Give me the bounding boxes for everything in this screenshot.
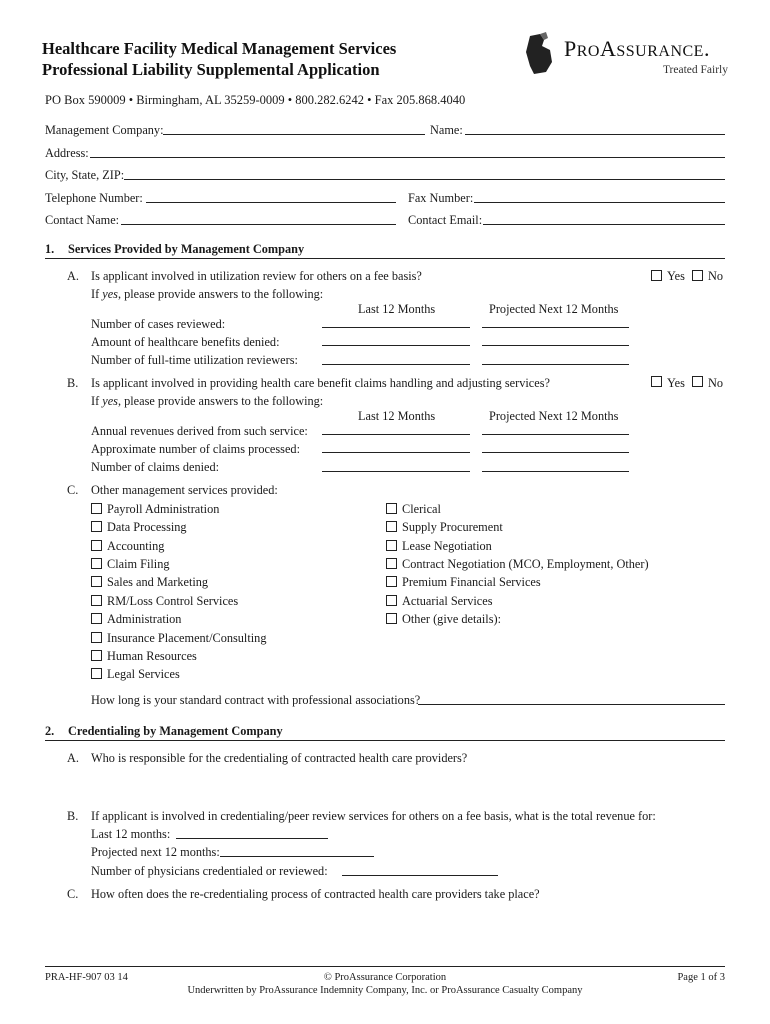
q1a-no-label: No	[708, 269, 724, 283]
option-sales-marketing-label: Sales and Marketing	[107, 575, 209, 589]
q1a-col-next12: Projected Next 12 Months	[489, 302, 619, 316]
q1b-no-checkbox[interactable]	[692, 376, 703, 387]
option-insurance-placement-label: Insurance Placement/Consulting	[107, 631, 267, 645]
q1b-row2-last12-field[interactable]	[322, 452, 470, 453]
logo-mark-icon	[522, 32, 558, 76]
option-other-checkbox[interactable]	[386, 613, 397, 624]
q1a-row3-next12-field[interactable]	[482, 364, 629, 365]
city-state-zip-field[interactable]	[124, 179, 725, 180]
q2a-question: Who is responsible for the credentialing of contracted health care providers?	[91, 751, 468, 765]
copyright: © ProAssurance Corporation	[323, 972, 447, 983]
contract-length-question: How long is your standard contract with professional associations?	[91, 693, 421, 707]
section2-number: 2.	[45, 724, 55, 738]
option-actuarial-label: Actuarial Services	[402, 594, 493, 608]
q1b-row3-next12-field[interactable]	[482, 471, 629, 472]
q1b-if-yes-post: , please provide answers to the following:	[117, 394, 324, 408]
q2a-letter: A.	[67, 751, 79, 765]
telephone-field[interactable]	[146, 202, 396, 203]
q2b-next12-field[interactable]	[220, 856, 374, 857]
option-data-processing-label: Data Processing	[107, 520, 187, 534]
contact-email-field[interactable]	[483, 224, 725, 225]
q1a-row1-label: Number of cases reviewed:	[91, 317, 226, 331]
address-label: Address:	[45, 146, 89, 160]
q1b-yes-label: Yes	[667, 376, 685, 390]
option-rm-loss-label: RM/Loss Control Services	[107, 594, 239, 608]
option-premium-financial-label: Premium Financial Services	[402, 575, 541, 589]
q1a-letter: A.	[67, 269, 79, 283]
option-clerical-checkbox[interactable]	[386, 503, 397, 514]
option-sales-marketing-checkbox[interactable]	[91, 576, 102, 587]
q2b-last12-label: Last 12 months:	[91, 827, 171, 841]
q1a-row2-last12-field[interactable]	[322, 345, 470, 346]
city-state-zip-label: City, State, ZIP:	[45, 168, 125, 182]
logo-letter-a: A	[599, 36, 617, 61]
q1b-no-label: No	[708, 376, 724, 390]
logo-letters-ssurance: SSURANCE	[616, 43, 704, 60]
q1b-yes-checkbox[interactable]	[651, 376, 662, 387]
q2b-physicians-label: Number of physicians credentialed or reviewed:	[91, 864, 328, 878]
q1b-col-last12: Last 12 Months	[358, 409, 436, 423]
option-supply-procurement-label: Supply Procurement	[402, 520, 503, 534]
section2-title: Credentialing by Management Company	[68, 724, 283, 738]
q1b-col-next12: Projected Next 12 Months	[489, 409, 619, 423]
q1b-if-yes	[91, 394, 323, 409]
q1b-row3-label: Number of claims denied:	[91, 460, 220, 474]
logo-letter-p: P	[564, 36, 577, 61]
option-claim-filing-label: Claim Filing	[107, 557, 170, 571]
q2c-question: How often does the re-credentialing process of contracted health care providers take place?	[91, 887, 540, 901]
option-supply-procurement-checkbox[interactable]	[386, 521, 397, 532]
q2b-physicians-field[interactable]	[342, 875, 498, 876]
option-legal-services-checkbox[interactable]	[91, 668, 102, 679]
q1b-if-yes-pre: If	[91, 394, 103, 408]
q1a-row3-last12-field[interactable]	[322, 364, 470, 365]
option-accounting-label: Accounting	[107, 539, 165, 553]
option-clerical-label: Clerical	[402, 502, 441, 516]
option-claim-filing-checkbox[interactable]	[91, 558, 102, 569]
q1b-row1-last12-field[interactable]	[322, 434, 470, 435]
q1b-question: Is applicant involved in providing health care benefit claims handling and adjusting services?	[91, 376, 550, 390]
option-insurance-placement-checkbox[interactable]	[91, 632, 102, 643]
q1c-letter: C.	[67, 483, 79, 497]
q1b-letter: B.	[67, 376, 79, 390]
proassurance-logo	[522, 30, 732, 80]
q1a-no-checkbox[interactable]	[692, 270, 703, 281]
q1c-question: Other management services provided:	[91, 483, 278, 497]
q1b-row2-label: Approximate number of claims processed:	[91, 442, 300, 456]
option-payroll-checkbox[interactable]	[91, 503, 102, 514]
fax-label: Fax Number:	[408, 191, 474, 205]
q1b-row1-next12-field[interactable]	[482, 434, 629, 435]
contact-email-label: Contact Email:	[408, 213, 483, 227]
q1a-yes-checkbox[interactable]	[651, 270, 662, 281]
q1a-yes-label: Yes	[667, 269, 685, 283]
section1-title: Services Provided by Management Company	[68, 242, 305, 256]
option-administration-label: Administration	[107, 612, 182, 626]
q1a-if-yes	[91, 287, 323, 302]
option-legal-services-label: Legal Services	[107, 667, 180, 681]
form-title	[42, 38, 396, 80]
option-accounting-checkbox[interactable]	[91, 540, 102, 551]
q1a-if-yes-em: yes	[102, 287, 118, 301]
option-actuarial-checkbox[interactable]	[386, 595, 397, 606]
contact-name-field[interactable]	[121, 224, 396, 225]
q1a-row2-label: Amount of healthcare benefits denied:	[91, 335, 280, 349]
name-field[interactable]	[465, 134, 725, 135]
section1-divider	[45, 258, 725, 259]
tagline: Treated Fairly	[662, 64, 728, 76]
q1a-question: Is applicant involved in utilization review for others on a fee basis?	[91, 269, 422, 283]
form-id: PRA-HF-907 03 14	[45, 972, 128, 983]
management-company-label: Management Company:	[45, 123, 164, 137]
option-lease-negotiation-checkbox[interactable]	[386, 540, 397, 551]
fax-field[interactable]	[474, 202, 725, 203]
company-address: PO Box 590009 • Birmingham, AL 35259-0009 • 800.282.6242 • Fax 205.868.4040	[45, 93, 466, 107]
option-human-resources-checkbox[interactable]	[91, 650, 102, 661]
q2b-question: If applicant is involved in credentialing/peer review services for others on a fee basis, what is the total revenue for:	[91, 809, 656, 823]
option-administration-checkbox[interactable]	[91, 613, 102, 624]
management-company-field[interactable]	[163, 134, 425, 135]
q2b-last12-field[interactable]	[176, 838, 328, 839]
q2b-letter: B.	[67, 809, 79, 823]
contract-length-field[interactable]	[418, 704, 725, 705]
option-premium-financial-checkbox[interactable]	[386, 576, 397, 587]
option-human-resources-label: Human Resources	[107, 649, 197, 663]
logo-mark-dot: .	[703, 36, 710, 61]
q1a-row1-last12-field[interactable]	[322, 327, 470, 328]
page-number: Page 1 of 3	[677, 972, 725, 983]
q1a-row1-next12-field[interactable]	[482, 327, 629, 328]
option-rm-loss-checkbox[interactable]	[91, 595, 102, 606]
q1a-row2-next12-field[interactable]	[482, 345, 629, 346]
q1b-if-yes-em: yes	[102, 394, 118, 408]
q2b-next12-label: Projected next 12 months:	[91, 845, 220, 859]
footer-divider	[45, 966, 725, 967]
name-label: Name:	[430, 123, 463, 137]
option-data-processing-checkbox[interactable]	[91, 521, 102, 532]
logo-letters-ro: RO	[576, 43, 600, 60]
option-other-label: Other (give details):	[402, 612, 502, 626]
q1a-if-yes-pre: If	[91, 287, 103, 301]
option-lease-negotiation-label: Lease Negotiation	[402, 539, 492, 553]
section1-number: 1.	[45, 242, 55, 256]
option-contract-negotiation-checkbox[interactable]	[386, 558, 397, 569]
q1a-row3-label: Number of full-time utilization reviewers:	[91, 353, 298, 367]
q2c-letter: C.	[67, 887, 79, 901]
option-payroll-label: Payroll Administration	[107, 502, 220, 516]
form-title-line2: Professional Liability Supplemental Application	[42, 60, 380, 79]
underwritten-by: Underwritten by ProAssurance Indemnity Company, Inc. or ProAssurance Casualty Company	[187, 985, 583, 996]
telephone-label: Telephone Number:	[45, 191, 143, 205]
option-contract-negotiation-label: Contract Negotiation (MCO, Employment, Other)	[402, 557, 649, 571]
contact-name-label: Contact Name:	[45, 213, 120, 227]
q1b-row3-last12-field[interactable]	[322, 471, 470, 472]
q1a-col-last12: Last 12 Months	[358, 302, 436, 316]
address-field[interactable]	[90, 157, 725, 158]
form-title-line1: Healthcare Facility Medical Management Services	[42, 39, 397, 58]
section2-divider	[45, 740, 725, 741]
q1b-row2-next12-field[interactable]	[482, 452, 629, 453]
q1b-row1-label: Annual revenues derived from such service:	[91, 424, 308, 438]
q1a-if-yes-post: , please provide answers to the following:	[117, 287, 324, 301]
